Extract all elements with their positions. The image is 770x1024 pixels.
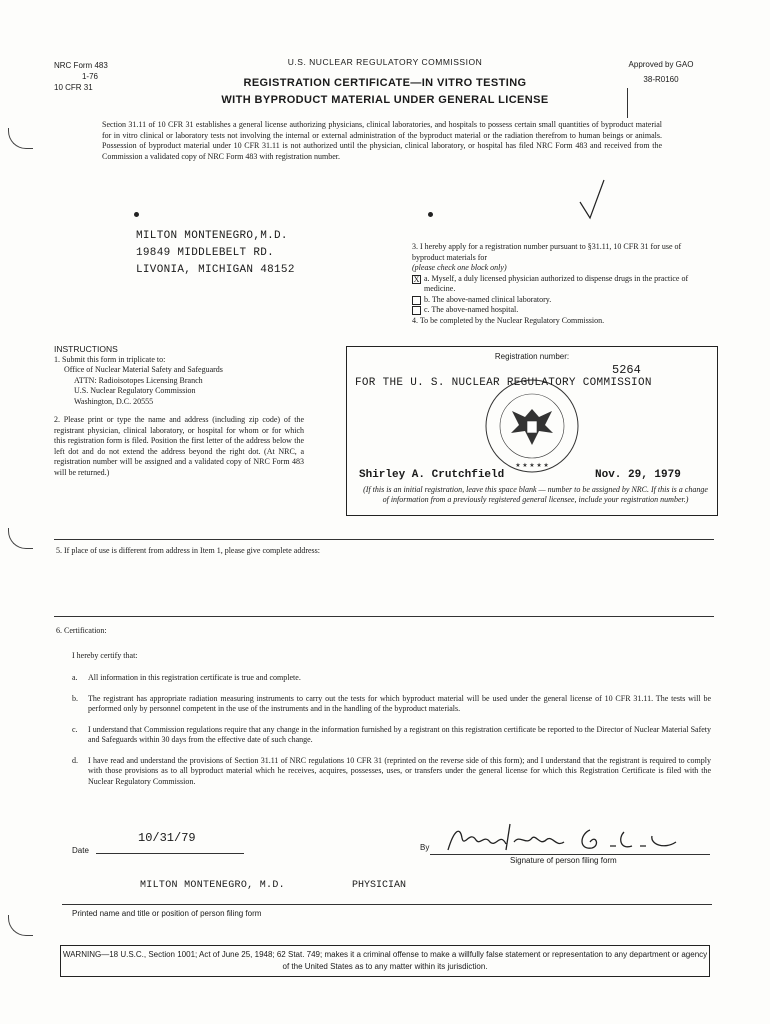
intro-paragraph: Section 31.11 of 10 CFR 31 establishes a general license authorizing physicians, clinical laboratories, and hospitals to possess certain small quantities of byproduct material for in vitro clinical or laboratory tests not involving the internal or external administration of the byproduct material or the radiation therefrom to human beings or animals. Possession of byproduct material under 10 CFR 31.11 is not authorized until the physician, clinical laboratory, or hospital has filed NRC Form 483 and received from the Commission a validated copy of NRC Form 483 with registration number. [102, 120, 662, 161]
date-field[interactable]: 10/31/79 [138, 831, 196, 845]
by-label: By [420, 843, 430, 852]
printed-title[interactable]: PHYSICIAN [352, 880, 407, 891]
application-type-section [412, 242, 712, 326]
registrant-address[interactable] [136, 228, 295, 279]
registration-box [346, 346, 718, 516]
mail-line-1: Office of Nuclear Material Safety and Safeguards [64, 365, 223, 374]
instruction-1: 1. Submit this form in triplicate to: [54, 354, 166, 364]
divider [54, 616, 714, 617]
cert-a-text: All information in this registration certificate is true and complete. [88, 673, 301, 682]
option-a-label: a. Myself, a duly licensed physician authorized to dispense drugs in the practice of medicine. [424, 273, 689, 293]
instruction-2: 2. Please print or type the name and address (including zip code) of the registrant physician, clinical laboratory, or hospital for whom or for which this registration form is filed. Position the first letter of the address below the left dot and do not extend the address beyond the right dot. (At NRC, a registration number will be assigned and a validated copy of NRC Form 483 will be returned.) [54, 415, 304, 477]
svg-text:★ ★ ★ ★ ★: ★ ★ ★ ★ ★ [515, 463, 549, 469]
date-underline [96, 853, 244, 854]
signature-caption: Signature of person filing form [510, 856, 617, 865]
margin-mark [8, 915, 33, 936]
mail-line-2: ATTN: Radioisotopes Licensing Branch [74, 375, 203, 385]
option-b[interactable] [412, 295, 712, 306]
instructions-heading: INSTRUCTIONS [54, 344, 118, 354]
section-5: 5. If place of use is different from address in Item 1, please give complete address: [56, 546, 320, 555]
margin-mark [8, 528, 33, 549]
printed-name[interactable]: MILTON MONTENEGRO, M.D. [140, 880, 285, 891]
registrant-city: LIVONIA, MICHIGAN 48152 [136, 264, 295, 276]
date-label: Date [72, 846, 89, 855]
section-6-heading: 6. Certification: [56, 626, 107, 635]
cert-d-text: I have read and understand the provisions of Section 31.11 of NRC regulations 10 CFR 31 (reprinted on the reverse side of this form); and I understand that the registrant is required to comply with those provisions as to all byproduct material which he receives, acquires, possesses, uses, or transfers under the general license for which this Registration Certificate is filed with the Nuclear Regulatory Commission. [88, 755, 711, 786]
option-b-checkbox[interactable] [412, 296, 421, 305]
cert-c-text: I understand that Commission regulations require that any change in the information furnished by a registrant on this registration certificate be reported to the Director of Nuclear Material Safety and Safeguards within 30 days from the effective date of such change. [88, 724, 711, 744]
cert-b-text: The registrant has appropriate radiation measuring instruments to carry out the tests for which byproduct material will be used under the general license of 10 CFR 31.11. The tests will be performed only by personnel competent in the use of the instruments and in the handling of the byproduct materials. [88, 693, 711, 713]
option-b-label: b. The above-named clinical laboratory. [424, 294, 552, 304]
cert-b: b. The registrant has appropriate radiation measuring instruments to carry out the tests for which byproduct material will be used under the general license of 10 CFR 31.11. The tests will be performed only by personnel competent in the use of the instruments and in the handling of the byproduct materials. [72, 693, 711, 713]
form-cfr: 10 CFR 31 [54, 83, 93, 92]
mail-line-4: Washington, D.C. 20555 [74, 396, 154, 406]
instructions [54, 344, 304, 478]
item3-note: (please check one block only) [412, 263, 507, 272]
option-a[interactable] [412, 274, 712, 295]
warning-box: WARNING—18 U.S.C., Section 1001; Act of June 25, 1948; 62 Stat. 749; makes it a criminal offense to make a willfully false statement or representation to any department or agency of the United States as to any matter within its jurisdiction. [60, 945, 710, 977]
margin-mark [8, 128, 33, 149]
mail-line-3: U.S. Nuclear Regulatory Commission [74, 386, 196, 395]
nrc-line: FOR THE U. S. NUCLEAR REGULATORY COMMISSION [355, 377, 652, 389]
option-c-label: c. The above-named hospital. [424, 305, 519, 314]
option-c-checkbox[interactable] [412, 306, 421, 315]
check-mark-icon [578, 178, 608, 222]
certify-line: I hereby certify that: [72, 650, 138, 660]
registration-number: 5264 [612, 363, 641, 377]
option-a-checkbox[interactable]: X [413, 274, 420, 284]
handwritten-signature[interactable] [440, 820, 690, 856]
registrant-name: MILTON MONTENEGRO,M.D. [136, 230, 288, 242]
cert-c: c. I understand that Commission regulations require that any change in the information furnished by a registrant on this registration certificate be reported to the Director of Nuclear Material Safety and Safeguards within 30 days from the effective date of such change. [72, 724, 711, 744]
form-number: NRC Form 483 [54, 61, 108, 70]
signature-line [430, 854, 710, 855]
cert-a: a. All information in this registration certificate is true and complete. [56, 673, 711, 684]
printed-name-label: Printed name and title or position of person filing form [72, 909, 262, 918]
divider [54, 539, 714, 540]
cert-d: d. I have read and understand the provisions of Section 31.11 of NRC regulations 10 CFR 31 (reprinted on the reverse side of this form); and I understand that the registrant is required to comply with those provisions as to all byproduct material which he receives, acquires, possesses, uses, or transfers under the general license for which this Registration Certificate is filed with the Nuclear Regulatory Commission. [72, 755, 711, 786]
printed-name-line [62, 904, 712, 905]
registrant-street: 19849 MIDDLEBELT RD. [136, 247, 275, 259]
registration-label: Registration number: [494, 352, 570, 361]
option-c[interactable] [412, 305, 712, 316]
item4-text: 4. To be completed by the Nuclear Regulatory Commission. [412, 315, 605, 325]
nrc-signer: Shirley A. Crutchfield [359, 469, 505, 481]
approved-by: Approved by GAO [628, 60, 694, 69]
item3-text: 3. I hereby apply for a registration number pursuant to §31.11, 10 CFR 31 for use of byproduct materials for [412, 242, 682, 262]
form-title-line2: WITH BYPRODUCT MATERIAL UNDER GENERAL LICENSE [221, 94, 549, 106]
section-6 [56, 626, 711, 787]
form-date: 1-76 [81, 72, 98, 81]
registration-note: (If this is an initial registration, leave this space blank — number to be assigned by NRC. If this is a change of information from a previously registered general licensee, include your registration number.) [363, 485, 708, 504]
agency-name: U.S. NUCLEAR REGULATORY COMMISSION [287, 57, 483, 67]
left-alignment-dot [134, 212, 139, 217]
approval-number: 38-R0160 [643, 75, 679, 84]
registration-date: Nov. 29, 1979 [595, 469, 681, 481]
right-alignment-dot [428, 212, 433, 217]
form-title-line1: REGISTRATION CERTIFICATE—IN VITRO TESTING [243, 77, 527, 89]
